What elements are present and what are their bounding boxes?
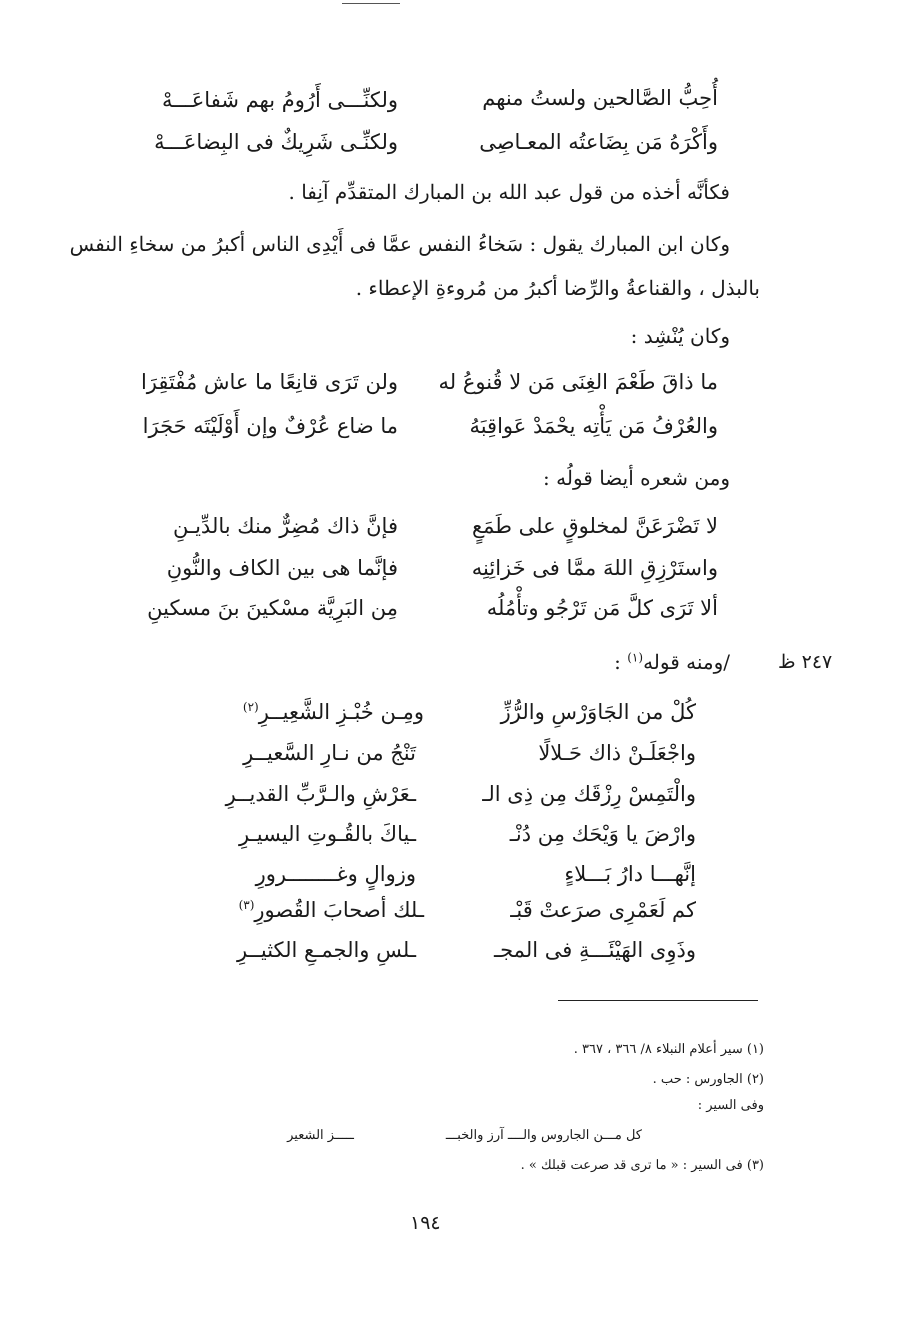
verse-hemistich-left: تَنْجُ من نـارِ السَّعيــرِ [243, 741, 416, 765]
verse-hemistich-right: كُلْ من الجَاوَرْسِ والرُّزِّ [500, 700, 696, 724]
verse-hemistich-right: ما ذاقَ طَعْمَ الغِنَى مَن لا قُنوعُ له [438, 370, 718, 394]
verse-hemistich-right: والعُرْفُ مَن يَأْتِه يحْمَدْ عَواقِبَهُ [469, 414, 718, 438]
verse-hemistich-left: ولكنِّـــى أَرُومُ بهم شَفاعَـــهْ [162, 88, 398, 112]
paragraph: وكان يُنْشِد : [630, 324, 730, 348]
verse-hemistich-right: وأَكْرَهُ مَن بِضَاعتُه المعـاصِى [479, 130, 718, 154]
verse-hemistich-left: ولن تَرَى قانِعًا ما عاش مُفْتَقِرَا [140, 370, 398, 394]
paragraph-line: بالبذل ، والقناعةُ والرِّضا أكبرُ من مُروءةِ الإعطاء . [355, 276, 760, 300]
verse-hemistich-left: مِن البَرِيَّة مسْكينَ بنَ مسكينِ [147, 596, 398, 620]
margin-folio-reference: ٢٤٧ ظ [778, 651, 833, 673]
footnote-1: (١) سير أعلام النبلاء ٨/ ٣٦٦ ، ٣٦٧ . [573, 1042, 764, 1057]
verse-hemistich-right: والْتَمِسْ رِزْقَك مِن ذِى الـ [482, 782, 696, 806]
footnote-3: (٣) فى السير : « ما ترى قد صرعت قبلك » . [520, 1158, 764, 1173]
verse-hemistich-left: فإنَّ ذاك مُضِرٌّ منك بالدِّيـنِ [172, 514, 398, 538]
footnote-2-note: وفى السير : [697, 1098, 764, 1113]
footnote-2-verse-right: كل مـــن الجاروس والــــ آرز والخبـــ [445, 1128, 642, 1143]
paragraph: ومن شعره أيضا قولُه : [543, 466, 730, 490]
verse-hemistich-right: لا تَضْرَعَنَّ لمخلوقٍ على طَمَعٍ [471, 514, 718, 538]
footnote-separator [558, 1000, 758, 1001]
verse-hemistich-left [239, 898, 424, 922]
verse-hemistich-left: ولكنِّـى شَرِيكٌ فى البِضاعَـــهْ [154, 130, 398, 154]
verse-text: ـلك أصحابَ القُصورِ [254, 898, 424, 922]
verse-hemistich-left: ـعَرْشِ والـرَّبِّ القديــرِ [225, 782, 416, 806]
verse-hemistich-left: ـياكَ بالقُـوتِ اليسيـرِ [239, 822, 416, 846]
verse-hemistich-right: وذَوِى الهَيْئَـــةِ فى المجـ [493, 938, 696, 962]
footnote-ref: (٢) [242, 700, 259, 714]
footnote-2-verse-left: ـــــز الشعير [287, 1128, 354, 1143]
verse-hemistich-right: كم لَعَمْرِى صرَعتْ قَبْـ [510, 898, 696, 922]
verse-hemistich-right: واجْعَلَـنْ ذاك حَـلالًا [538, 741, 696, 765]
footnote-ref: (١) [627, 650, 644, 665]
paragraph: فكأنَّه أخذه من قول عبد الله بن المبارك المتقدِّم آنِفا . [288, 180, 730, 204]
verse-hemistich-left: ـلسِ والجمـعِ الكثيــرِ [236, 938, 416, 962]
verse-hemistich-left: فإنَّما هى بين الكاف والنُّونِ [166, 556, 398, 580]
paragraph-line: وكان ابن المبارك يقول : سَخاءُ النفس عمَّا فى أَيْدِى الناس أكبرُ من سخاءِ النفس [69, 232, 730, 256]
verse-hemistich-left: وزوالٍ وغــــــــرورِ [255, 862, 416, 886]
verse-hemistich-left: ما ضاع عُرْفٌ وإن أَوْلَيْتَه حَجَرَا [142, 414, 398, 438]
verse-hemistich-left [243, 700, 424, 724]
verse-hemistich-right: وارْضَ يا وَيْحَك مِن دُنْـ [509, 822, 696, 846]
verse-hemistich-right: ألا تَرَى كلَّ مَن تَرْجُو وتأْمُلُه [486, 596, 718, 620]
verse-text: ومِـن خُبْـزِ الشَّعِيــرِ [258, 700, 424, 724]
intro-text: /ومنه قوله [643, 650, 730, 674]
top-rule [342, 3, 400, 4]
footnote-ref: (٣) [238, 898, 255, 912]
footnote-2: (٢) الجاورس : حب . [652, 1072, 764, 1087]
verse-hemistich-right: أُحِبُّ الصَّالحين ولستُ منهم [482, 86, 718, 110]
verse-hemistich-right: إنَّهـــا دارُ بَـــلاءٍ [564, 862, 696, 886]
paragraph [614, 650, 730, 674]
page-number: ١٩٤ [410, 1212, 441, 1234]
verse-hemistich-right: واستَرْزِقِ اللهَ ممَّا فى خَزائِنِه [471, 556, 718, 580]
intro-colon: : [614, 650, 621, 674]
